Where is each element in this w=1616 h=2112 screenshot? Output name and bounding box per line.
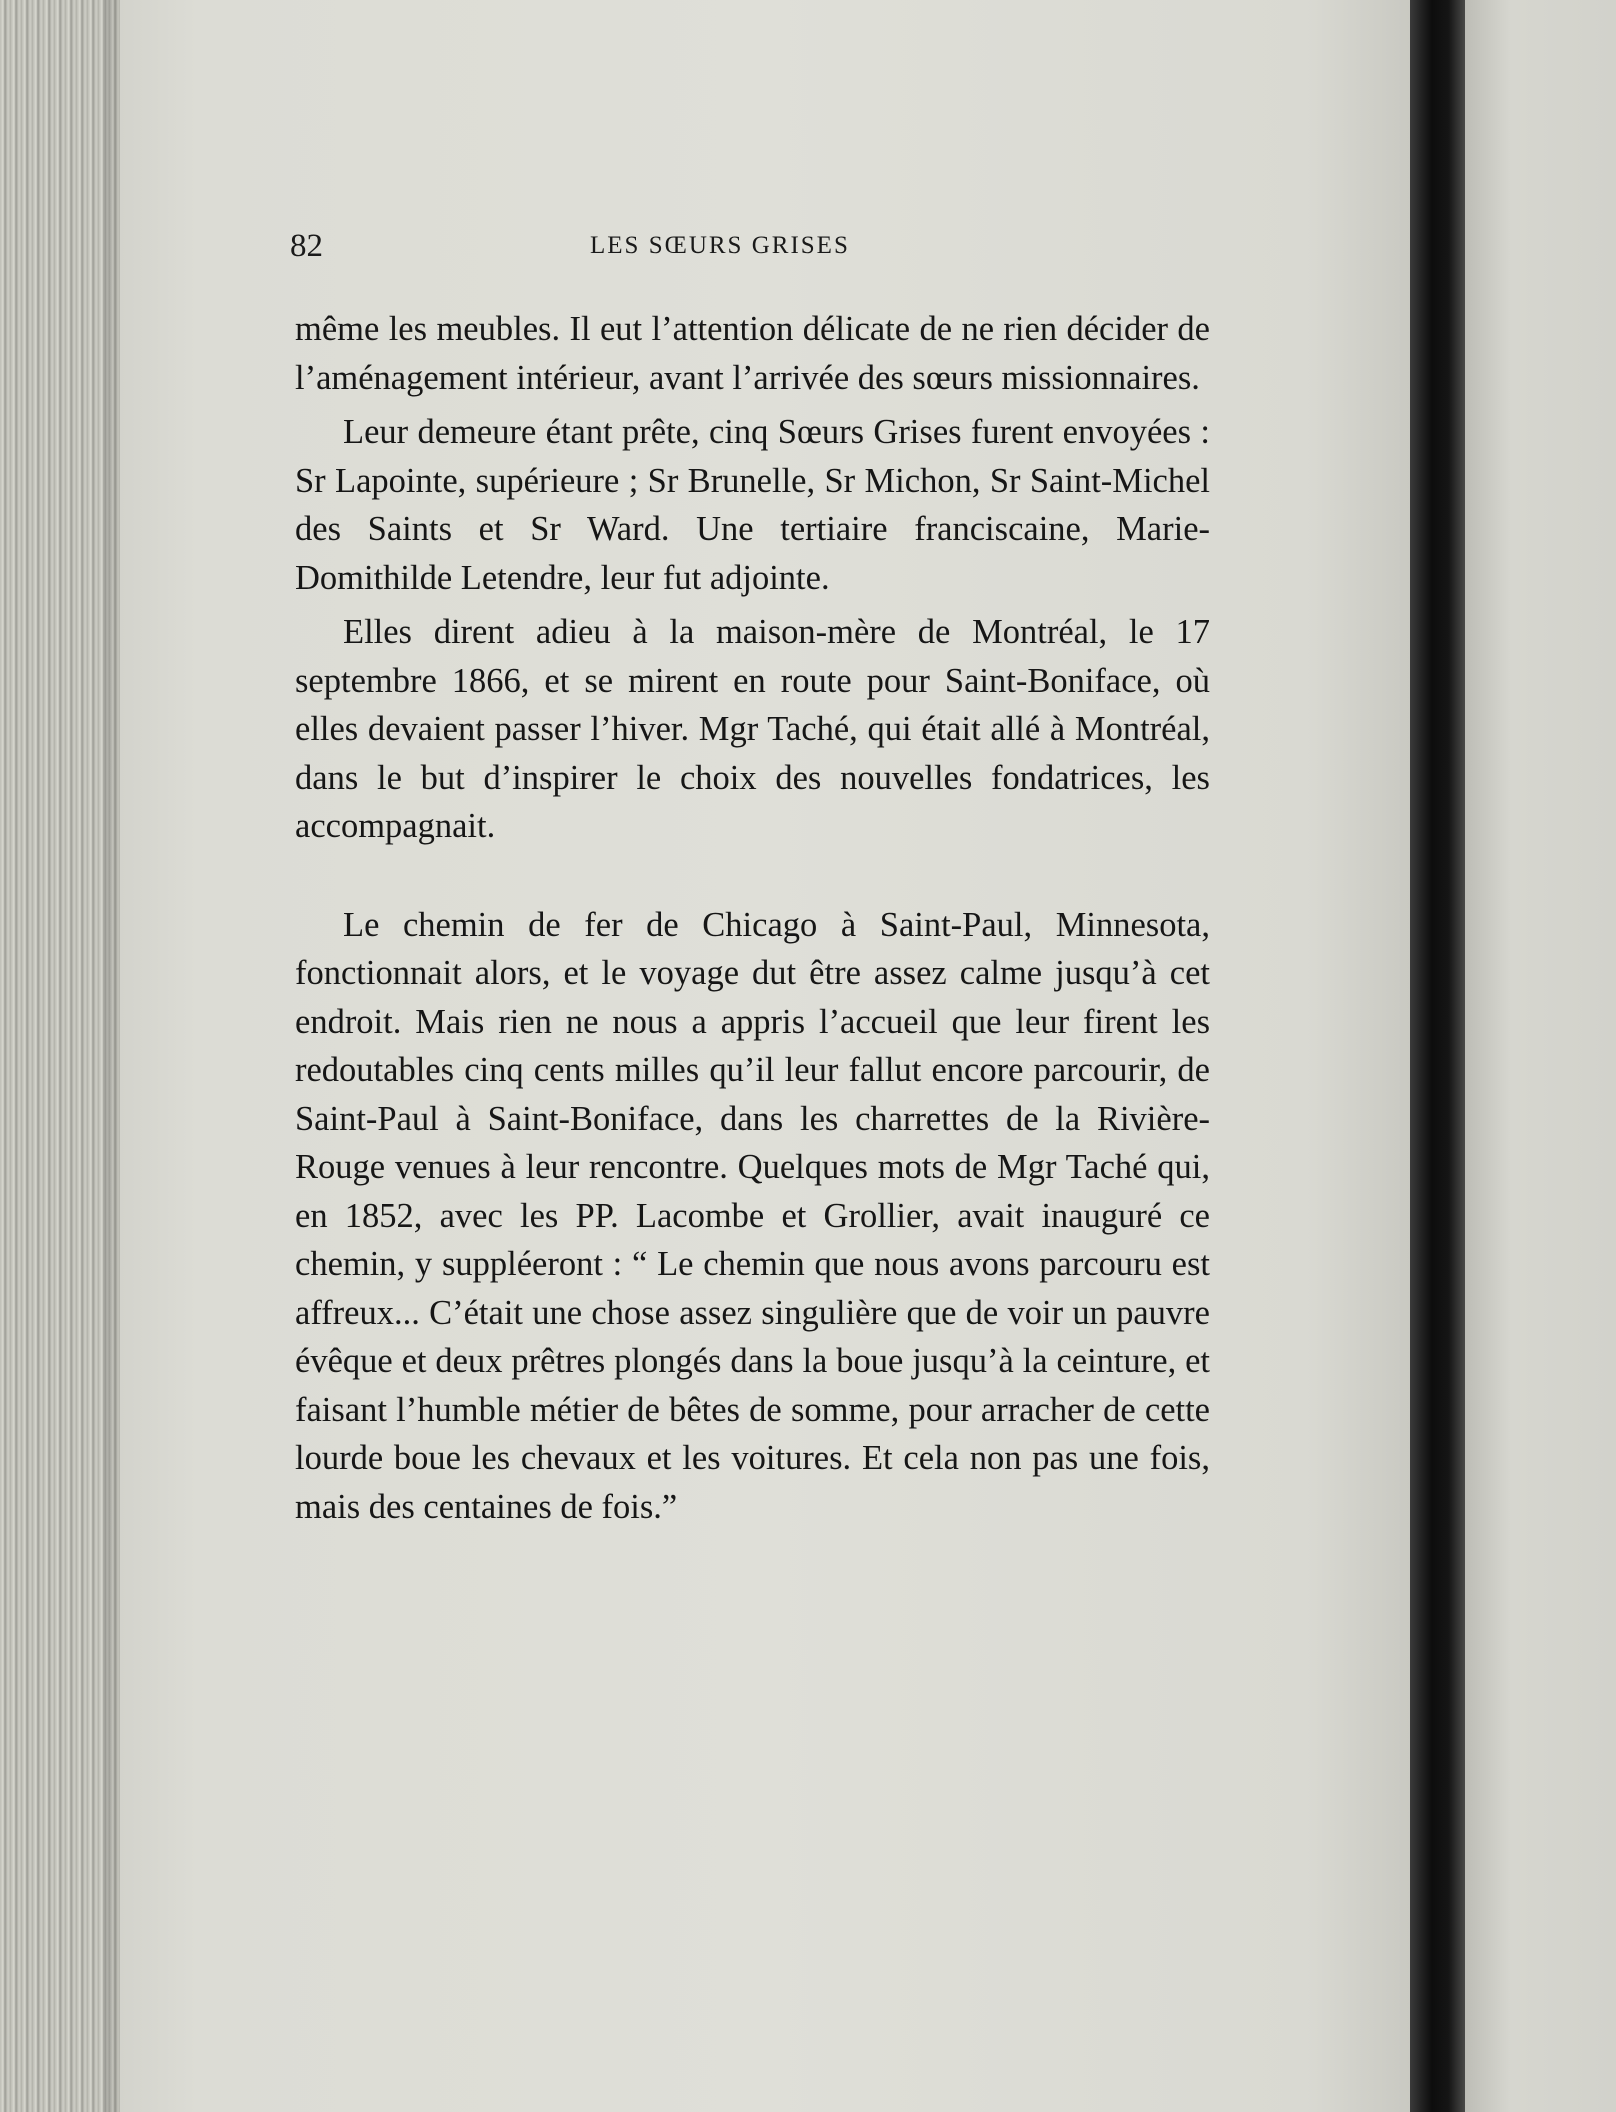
paragraph: Le chemin de fer de Chicago à Saint-Paul, Minnesota, fonctionnait alors, et le voyage dut être assez calme jusqu’à cet endroit. Mais rien ne nous a appris l’accueil que leur firent les redoutables cinq cents milles qu’il leur fallut encore parcourir, de Saint-Paul à Saint-Boniface, dans les charrettes de la Rivière-Rouge venues à leur rencontre. Quelques mots de Mgr Taché qui, en 1852, avec les PP. Lacombe et Grollier, avait inauguré ce chemin, y suppléeront : “ Le chemin que nous avons parcouru est affreux... C’était une chose assez singulière que de voir un pauvre évêque et deux prêtres plongés dans la boue jusqu’à la ceinture, et faisant l’humble métier de bêtes de somme, pour arracher de cette lourde boue les chevaux et les voitures. Et cela non pas une fois, mais des centaines de fois.” <box>295 905 1210 1526</box>
page-number: 82 <box>290 228 323 264</box>
body-text <box>295 305 1210 1531</box>
paragraph: Leur demeure étant prête, cinq Sœurs Grises furent envoyées : Sr Lapointe, supérieure ; Sr Brunelle, Sr Michon, Sr Saint-Michel des Saints et Sr Ward. Une tertiaire franciscaine, Marie-Domithilde Letendre, leur fut adjointe. <box>295 413 1210 597</box>
facing-page <box>1465 0 1616 2112</box>
paragraph: Elles dirent adieu à la maison-mère de Montréal, le 17 septembre 1866, et se mirent en route pour Saint-Boniface, où elles devaient passer l’hiver. Mgr Taché, qui était allé à Montréal, dans le but d’inspirer le choix des nouvelles fondatrices, les accompagnait. <box>295 613 1210 845</box>
header-title: LES SŒURS GRISES <box>590 232 850 259</box>
book-spine <box>1410 0 1465 2112</box>
running-head <box>290 228 1260 268</box>
stacked-page-edges <box>0 0 125 2112</box>
paragraph: même les meubles. Il eut l’attention délicate de ne rien décider de l’aménagement intérieur, avant l’arrivée des sœurs missionnaires. <box>295 310 1210 397</box>
